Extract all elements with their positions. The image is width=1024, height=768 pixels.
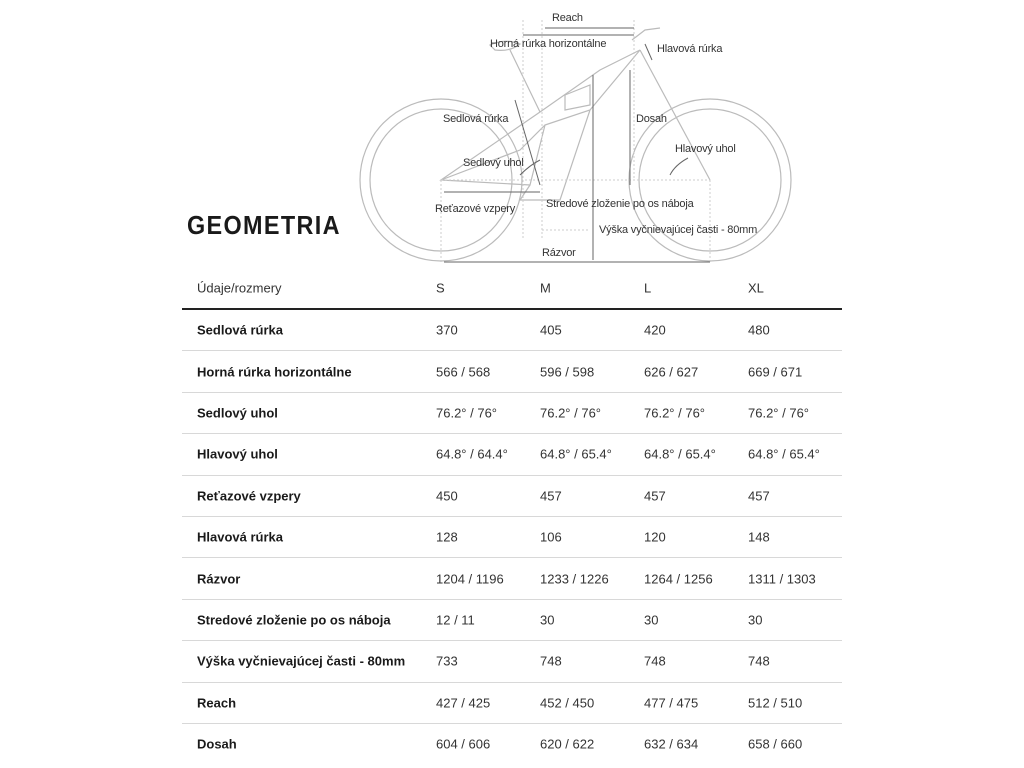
row-value: 626 / 627 — [644, 364, 699, 380]
row-value: 30 — [748, 612, 763, 628]
label-head-angle: Hlavový uhol — [675, 143, 736, 155]
row-label: Horná rúrka horizontálne — [197, 364, 352, 380]
row-value: 64.8° / 65.4° — [748, 446, 820, 462]
row-value: 748 — [748, 653, 770, 669]
row-value: 1264 / 1256 — [644, 571, 713, 587]
row-value: 477 / 475 — [644, 695, 699, 711]
row-value: 450 — [436, 488, 458, 504]
row-value: 457 — [644, 488, 666, 504]
row-value: 632 / 634 — [644, 736, 699, 752]
row-value: 480 — [748, 322, 770, 338]
table-row — [182, 476, 842, 517]
row-value: 76.2° / 76° — [644, 405, 705, 421]
row-label: Sedlová rúrka — [197, 322, 283, 338]
label-reach: Reach — [552, 12, 583, 24]
row-value: 748 — [540, 653, 562, 669]
row-label: Reťazové vzpery — [197, 488, 301, 504]
row-value: 405 — [540, 322, 562, 338]
label-standover: Výška vyčnievajúcej časti - 80mm — [599, 224, 758, 236]
row-value: 733 — [436, 653, 458, 669]
row-value: 512 / 510 — [748, 695, 803, 711]
table-row — [182, 683, 842, 724]
table-row — [182, 600, 842, 641]
header-cell: Údaje/rozmery — [197, 280, 282, 296]
row-value: 620 / 622 — [540, 736, 595, 752]
label-wheelbase: Rázvor — [542, 247, 576, 259]
row-value: 1204 / 1196 — [436, 571, 504, 587]
header-cell: XL — [748, 280, 764, 296]
table-row — [182, 724, 842, 764]
row-label: Výška vyčnievajúcej časti - 80mm — [197, 653, 406, 669]
label-stack: Dosah — [636, 113, 667, 125]
row-value: 748 — [644, 653, 666, 669]
row-value: 658 / 660 — [748, 736, 803, 752]
row-value: 64.8° / 65.4° — [644, 446, 716, 462]
row-label: Hlavový uhol — [197, 446, 278, 462]
table-row — [182, 434, 842, 475]
row-value: 128 — [436, 529, 458, 545]
label-seat-angle: Sedlový uhol — [463, 157, 524, 169]
row-value: 76.2° / 76° — [436, 405, 497, 421]
row-label: Stredové zloženie po os náboja — [197, 612, 391, 628]
header-cell: L — [644, 280, 652, 296]
geometry-table — [182, 268, 842, 764]
row-value: 106 — [540, 529, 562, 545]
table-row — [182, 351, 842, 392]
row-value: 1311 / 1303 — [748, 571, 816, 587]
row-value: 120 — [644, 529, 666, 545]
row-value: 64.8° / 64.4° — [436, 446, 508, 462]
table-row — [182, 393, 842, 434]
table-row — [182, 517, 842, 558]
table-row — [182, 310, 842, 351]
row-label: Rázvor — [197, 571, 241, 587]
row-label: Hlavová rúrka — [197, 529, 283, 545]
label-bb-drop: Stredové zloženie po os náboja — [546, 198, 694, 210]
table-header — [182, 268, 842, 310]
row-value: 604 / 606 — [436, 736, 491, 752]
label-chainstays: Reťazové vzpery — [435, 203, 515, 215]
row-value: 148 — [748, 529, 770, 545]
row-value: 64.8° / 65.4° — [540, 446, 612, 462]
row-label: Reach — [197, 695, 237, 711]
row-value: 457 — [540, 488, 562, 504]
row-value: 566 / 568 — [436, 364, 491, 380]
row-value: 76.2° / 76° — [748, 405, 809, 421]
row-value: 596 / 598 — [540, 364, 595, 380]
row-value: 370 — [436, 322, 458, 338]
row-value: 427 / 425 — [436, 695, 491, 711]
row-value: 420 — [644, 322, 666, 338]
row-value: 30 — [644, 612, 659, 628]
header-cell: S — [436, 280, 445, 296]
table-row — [182, 641, 842, 682]
row-value: 457 — [748, 488, 770, 504]
label-top-tube: Horná rúrka horizontálne — [490, 38, 607, 50]
label-head-tube: Hlavová rúrka — [657, 43, 723, 55]
row-label: Dosah — [197, 736, 237, 752]
row-value: 1233 / 1226 — [540, 571, 609, 587]
row-value: 30 — [540, 612, 555, 628]
row-value: 76.2° / 76° — [540, 405, 601, 421]
row-value: 669 / 671 — [748, 364, 803, 380]
row-label: Sedlový uhol — [197, 405, 278, 421]
page-title: GEOMETRIA — [187, 210, 341, 240]
label-seat-tube: Sedlová rúrka — [443, 113, 509, 125]
header-cell: M — [540, 280, 551, 296]
table-row — [182, 558, 842, 599]
row-value: 452 / 450 — [540, 695, 595, 711]
row-value: 12 / 11 — [436, 612, 475, 628]
bike-geometry-diagram — [0, 0, 1024, 270]
